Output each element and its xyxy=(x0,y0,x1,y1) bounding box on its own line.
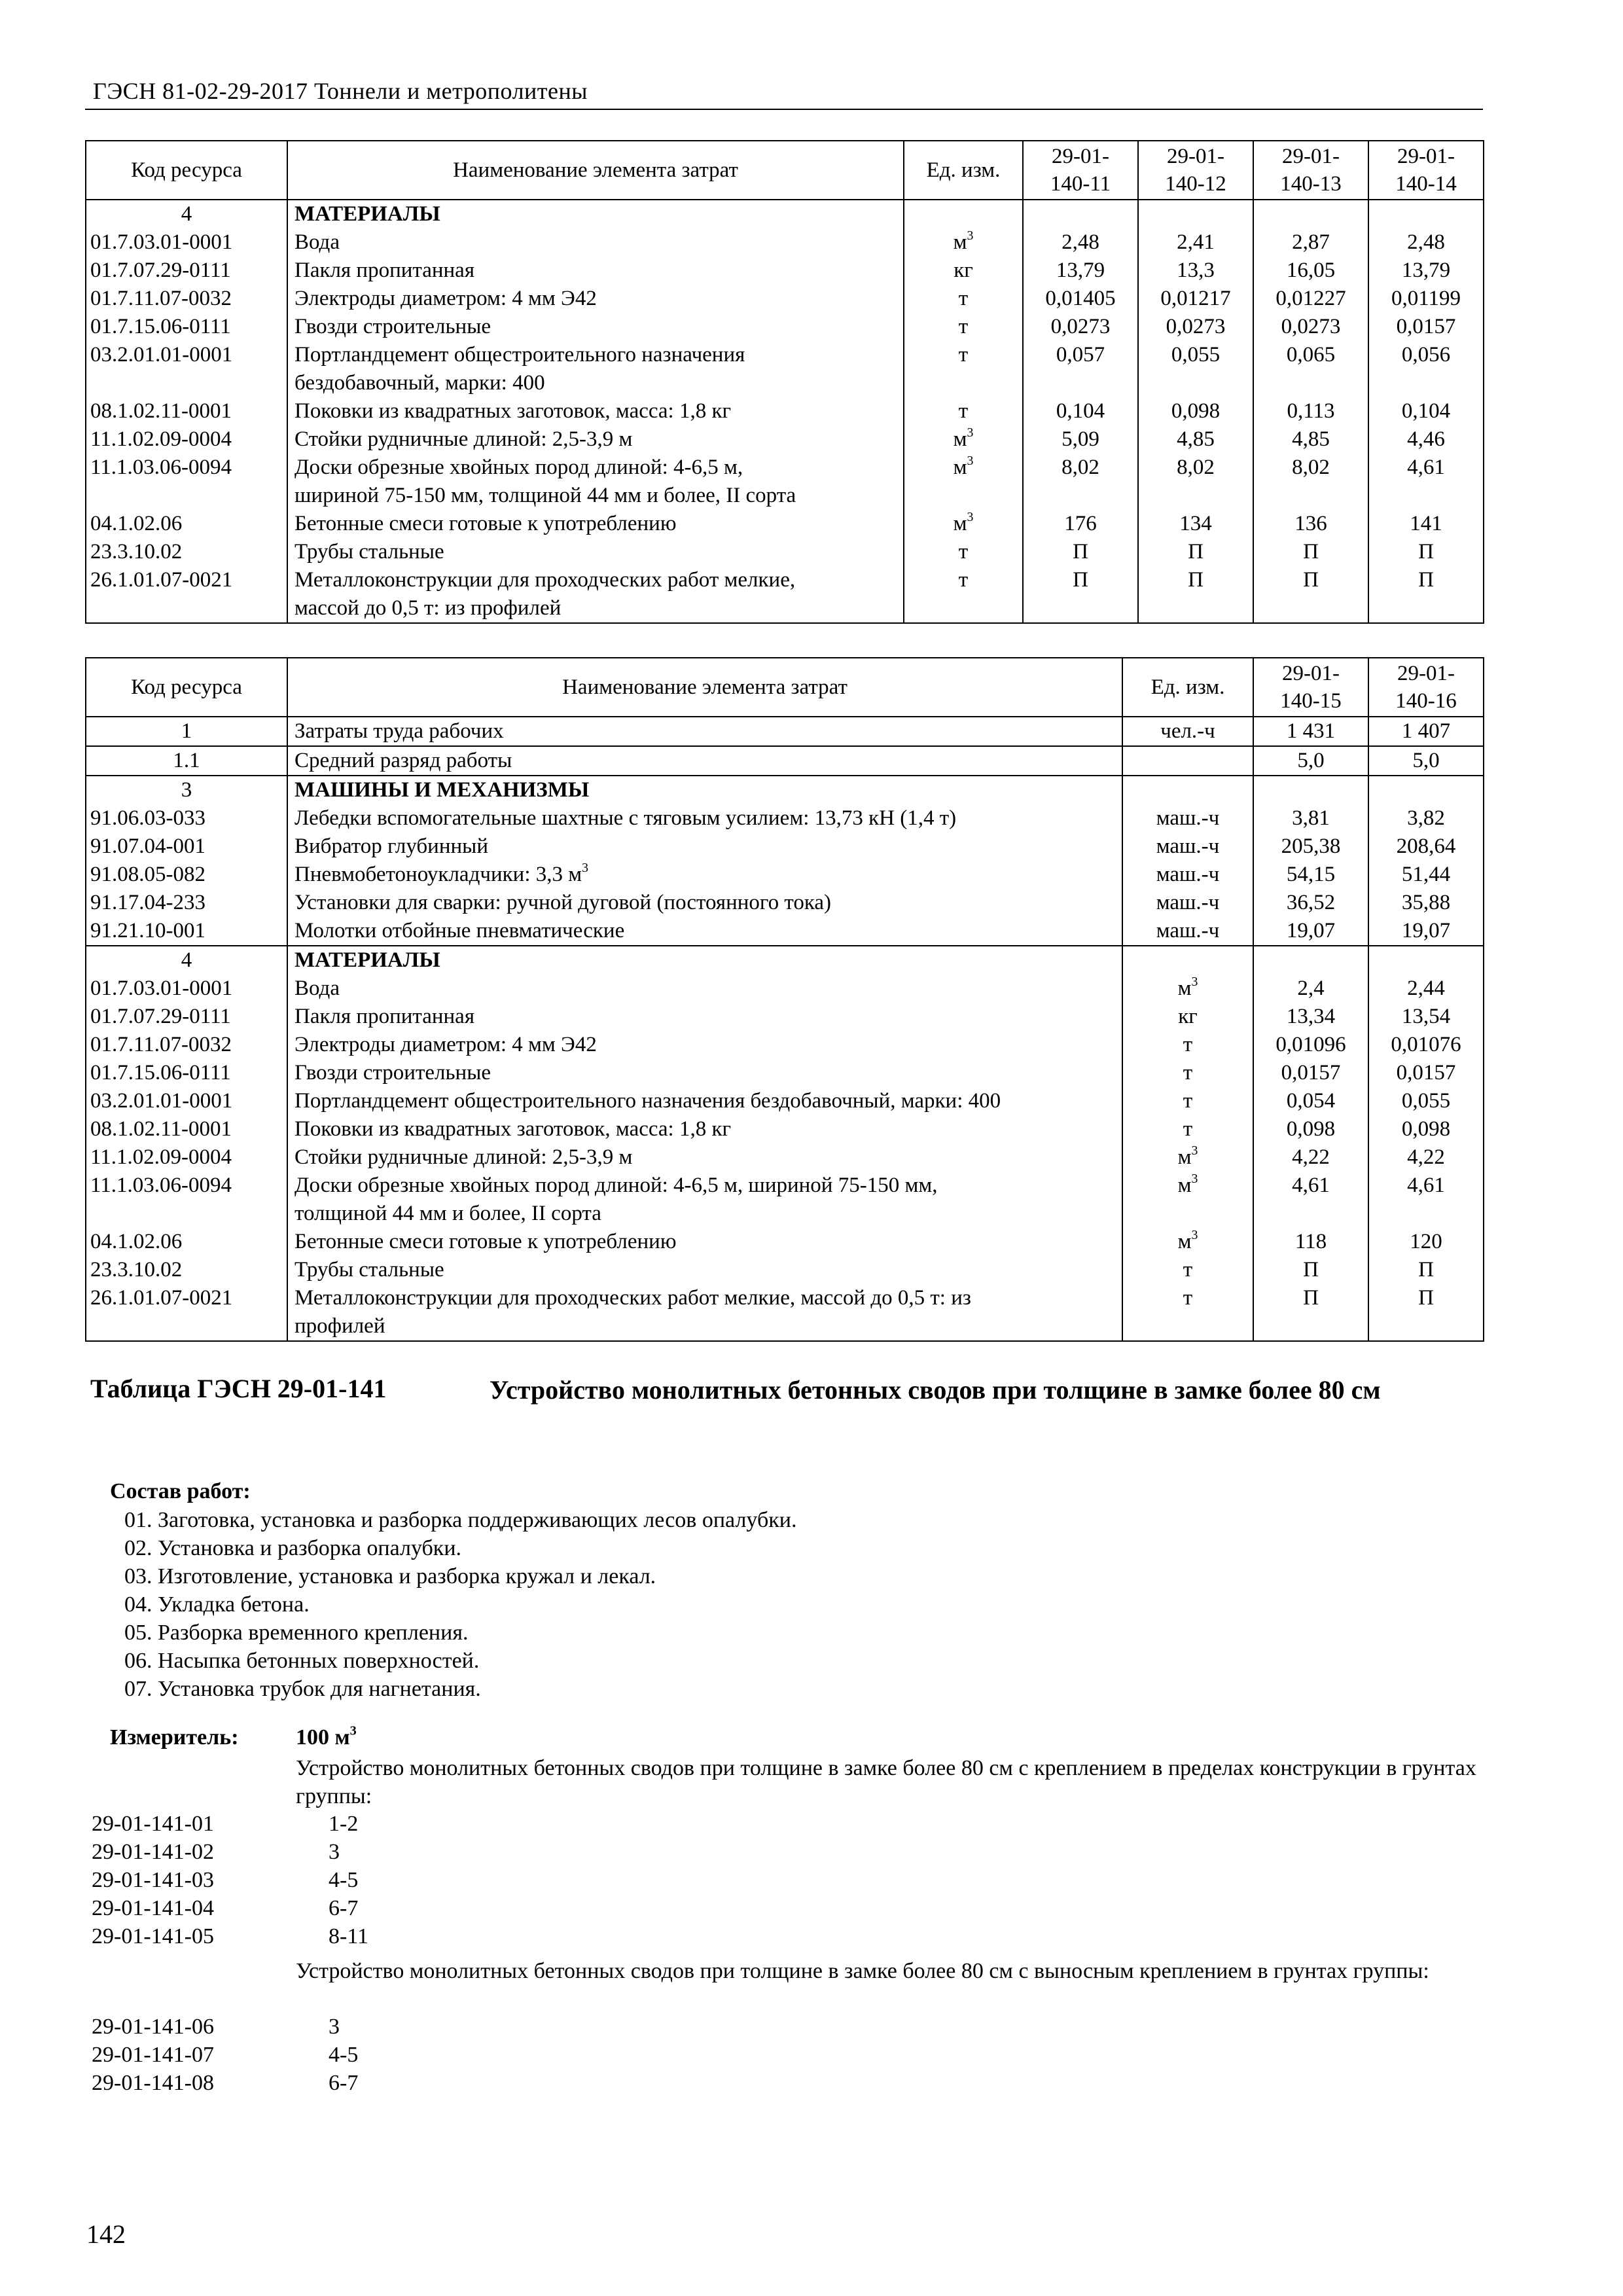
name-cell: Металлоконструкции для проходческих работ мелкие, массой до 0,5 т: из профилей xyxy=(287,566,904,623)
value-cell: 0,0157 xyxy=(1368,1059,1484,1087)
header-name: Наименование элемента затрат xyxy=(287,658,1122,717)
code-cell: 01.7.15.06-0111 xyxy=(86,1059,287,1087)
unit-cell: т xyxy=(904,285,1023,313)
table-row xyxy=(86,746,1484,776)
code-cell: 91.21.10-001 xyxy=(86,917,287,946)
resource-code: 29-01-141-02 xyxy=(92,1840,214,1864)
unit-cell: маш.-ч xyxy=(1122,889,1253,917)
table-row xyxy=(86,285,1484,313)
soil-group: 6-7 xyxy=(329,1896,359,1920)
table-row xyxy=(86,1256,1484,1284)
code-cell: 01.7.11.07-0032 xyxy=(86,285,287,313)
code-cell: 01.7.07.29-0111 xyxy=(86,1003,287,1031)
table-row xyxy=(86,566,1484,623)
unit-sup: 3 xyxy=(967,510,974,525)
value-cell: П xyxy=(1138,538,1253,566)
code-cell: 01.7.03.01-0001 xyxy=(86,228,287,257)
unit-cell: кг xyxy=(904,257,1023,285)
unit-cell: чел.-ч xyxy=(1122,717,1253,746)
code-cell: 03.2.01.01-0001 xyxy=(86,1087,287,1115)
table-header-row xyxy=(86,141,1484,200)
header-col: 29-01- 140-14 xyxy=(1368,141,1484,200)
unit-sup: 3 xyxy=(1191,1228,1198,1243)
unit-cell: $м^3$ xyxy=(904,510,1023,538)
name-cell: Пневмобетоноукладчики: 3,3 $м^3$ xyxy=(287,861,1122,889)
code-cell: 91.08.05-082 xyxy=(86,861,287,889)
value-cell: 120 xyxy=(1368,1228,1484,1256)
unit-cell: $м^3$ xyxy=(904,425,1023,454)
unit-sup: 3 xyxy=(967,454,974,469)
section-code: 4 xyxy=(86,200,287,228)
value-cell: 4,22 xyxy=(1368,1143,1484,1172)
unit-cell: т xyxy=(904,313,1023,341)
value-cell: 0,01096 xyxy=(1253,1031,1368,1059)
value-cell: 5,0 xyxy=(1368,746,1484,776)
section-row xyxy=(86,200,1484,228)
table-row xyxy=(86,917,1484,946)
empty-cell xyxy=(1253,200,1368,228)
value-cell: 4,46 xyxy=(1368,425,1484,454)
header-code: Код ресурса xyxy=(86,141,287,200)
name-cell: Пакля пропитанная xyxy=(287,1003,1122,1031)
name-sup: 3 xyxy=(582,861,589,876)
name-cell: Бетонные смеси готовые к употреблению xyxy=(287,1228,1122,1256)
name-cell: Вибратор глубинный xyxy=(287,833,1122,861)
section-row xyxy=(86,946,1484,975)
value-cell: П xyxy=(1368,1256,1484,1284)
unit-cell: т xyxy=(1122,1031,1253,1059)
name-cell: Гвозди строительные xyxy=(287,1059,1122,1087)
name-cell: Гвозди строительные xyxy=(287,313,904,341)
value-cell: П xyxy=(1368,1284,1484,1341)
table-row xyxy=(86,889,1484,917)
value-cell: 0,0157 xyxy=(1368,313,1484,341)
name-cell: Доски обрезные хвойных пород длиной: 4-6,5 м, шириной 75-150 мм, толщиной 44 мм и более, II сорта xyxy=(287,1172,1122,1228)
value-cell: 4,22 xyxy=(1253,1143,1368,1172)
header-rule xyxy=(85,109,1483,110)
code-cell: 23.3.10.02 xyxy=(86,538,287,566)
unit-cell: т xyxy=(1122,1115,1253,1143)
value-cell: 0,01199 xyxy=(1368,285,1484,313)
soil-group: 3 xyxy=(329,1840,340,1864)
name-cell: Вода xyxy=(287,228,904,257)
code-cell: 91.06.03-033 xyxy=(86,804,287,833)
value-cell: 4,85 xyxy=(1138,425,1253,454)
soil-group: 4-5 xyxy=(329,1868,359,1892)
table-row xyxy=(86,1143,1484,1172)
measure-unit-text: 100 м xyxy=(296,1725,350,1749)
value-cell: 0,098 xyxy=(1368,1115,1484,1143)
code-cell: 11.1.03.06-0094 xyxy=(86,454,287,510)
unit-cell: т xyxy=(1122,1059,1253,1087)
value-cell: 0,057 xyxy=(1023,341,1138,397)
measure-unit xyxy=(296,1725,357,1750)
value-cell: 0,0273 xyxy=(1253,313,1368,341)
resource-table-140-15-16 xyxy=(85,657,1484,1342)
section-name: МАТЕРИАЛЫ xyxy=(287,200,904,228)
unit-cell: $м^3$ xyxy=(1122,975,1253,1003)
value-cell: 0,01405 xyxy=(1023,285,1138,313)
value-cell: 0,01076 xyxy=(1368,1031,1484,1059)
value-cell: 1 431 xyxy=(1253,717,1368,746)
section-name: МАШИНЫ И МЕХАНИЗМЫ xyxy=(287,776,1122,804)
resource-code: 29-01-141-06 xyxy=(92,2015,214,2039)
name-cell: Электроды диаметром: 4 мм Э42 xyxy=(287,1031,1122,1059)
unit-cell: $м^3$ xyxy=(904,454,1023,510)
name-cell: Лебедки вспомогательные шахтные с тяговым усилием: 13,73 кН (1,4 т) xyxy=(287,804,1122,833)
table-row xyxy=(86,833,1484,861)
table-title-text: Устройство монолитных бетонных сводов при толщине в замке более 80 см xyxy=(490,1375,1381,1405)
empty-cell xyxy=(1138,200,1253,228)
code-cell: 03.2.01.01-0001 xyxy=(86,341,287,397)
code-cell: 26.1.01.07-0021 xyxy=(86,1284,287,1341)
value-cell: П xyxy=(1253,1256,1368,1284)
header-unit: Ед. изм. xyxy=(904,141,1023,200)
value-cell: П xyxy=(1023,538,1138,566)
code-cell: 26.1.01.07-0021 xyxy=(86,566,287,623)
empty-cell xyxy=(1368,776,1484,804)
table-row xyxy=(86,1087,1484,1115)
value-cell: 0,0273 xyxy=(1023,313,1138,341)
value-cell: 0,104 xyxy=(1023,397,1138,425)
running-header: ГЭСН 81-02-29-2017 Тоннели и метрополитены xyxy=(93,78,588,104)
empty-cell xyxy=(1122,946,1253,975)
value-cell: 13,79 xyxy=(1023,257,1138,285)
unit-cell: $м^3$ xyxy=(1122,1228,1253,1256)
value-cell: 5,0 xyxy=(1253,746,1368,776)
header-unit: Ед. изм. xyxy=(1122,658,1253,717)
value-cell: 36,52 xyxy=(1253,889,1368,917)
value-cell: 13,34 xyxy=(1253,1003,1368,1031)
value-cell: 8,02 xyxy=(1253,454,1368,510)
code-cell: 1 xyxy=(86,717,287,746)
value-cell: 2,4 xyxy=(1253,975,1368,1003)
table-row xyxy=(86,1059,1484,1087)
value-cell: 3,82 xyxy=(1368,804,1484,833)
table-row xyxy=(86,1003,1484,1031)
value-cell: 0,098 xyxy=(1138,397,1253,425)
value-cell: П xyxy=(1253,538,1368,566)
value-cell: П xyxy=(1368,566,1484,623)
value-cell: П xyxy=(1023,566,1138,623)
value-cell: 205,38 xyxy=(1253,833,1368,861)
work-item: 07. Установка трубок для нагнетания. xyxy=(124,1677,481,1701)
header-col: 29-01- 140-13 xyxy=(1253,141,1368,200)
table-row xyxy=(86,861,1484,889)
value-cell: 136 xyxy=(1253,510,1368,538)
work-item: 05. Разборка временного крепления. xyxy=(124,1621,469,1645)
name-cell: Поковки из квадратных заготовок, масса: 1,8 кг xyxy=(287,397,904,425)
header-code: Код ресурса xyxy=(86,658,287,717)
empty-cell xyxy=(1023,200,1138,228)
work-item: 02. Установка и разборка опалубки. xyxy=(124,1536,462,1560)
work-item: 01. Заготовка, установка и разборка поддерживающих лесов опалубки. xyxy=(124,1508,797,1532)
resource-code: 29-01-141-03 xyxy=(92,1868,214,1892)
code-cell: 01.7.15.06-0111 xyxy=(86,313,287,341)
unit-cell: т xyxy=(904,538,1023,566)
value-cell: 35,88 xyxy=(1368,889,1484,917)
value-cell: 0,01217 xyxy=(1138,285,1253,313)
unit-sup: 3 xyxy=(967,425,974,440)
code-cell: 04.1.02.06 xyxy=(86,1228,287,1256)
value-cell: 19,07 xyxy=(1368,917,1484,946)
name-cell: Затраты труда рабочих xyxy=(287,717,1122,746)
value-cell: П xyxy=(1253,1284,1368,1341)
value-cell: 208,64 xyxy=(1368,833,1484,861)
value-cell: 8,02 xyxy=(1023,454,1138,510)
value-cell: 2,41 xyxy=(1138,228,1253,257)
value-cell: 8,02 xyxy=(1138,454,1253,510)
code-cell: 91.07.04-001 xyxy=(86,833,287,861)
table-row xyxy=(86,717,1484,746)
unit-cell: маш.-ч xyxy=(1122,804,1253,833)
unit-cell: т xyxy=(904,341,1023,397)
resource-table-140-11-14 xyxy=(85,140,1484,624)
resource-code: 29-01-141-04 xyxy=(92,1896,214,1920)
value-cell: 2,48 xyxy=(1368,228,1484,257)
table-row xyxy=(86,425,1484,454)
value-cell: 0,113 xyxy=(1253,397,1368,425)
unit-sup: 3 xyxy=(967,228,974,243)
value-cell: 4,61 xyxy=(1368,454,1484,510)
section-row xyxy=(86,776,1484,804)
value-cell: 5,09 xyxy=(1023,425,1138,454)
header-name: Наименование элемента затрат xyxy=(287,141,904,200)
value-cell: 0,054 xyxy=(1253,1087,1368,1115)
table-header-row xyxy=(86,658,1484,717)
unit-cell: т xyxy=(1122,1087,1253,1115)
value-cell: 0,056 xyxy=(1368,341,1484,397)
name-cell: Трубы стальные xyxy=(287,538,904,566)
empty-cell xyxy=(1368,200,1484,228)
measure-unit-sup: 3 xyxy=(349,1723,357,1738)
resource-code: 29-01-141-08 xyxy=(92,2071,214,2095)
code-cell: 04.1.02.06 xyxy=(86,510,287,538)
work-item: 03. Изготовление, установка и разборка кружал и лекал. xyxy=(124,1564,656,1588)
empty-cell xyxy=(1253,776,1368,804)
value-cell: П xyxy=(1138,566,1253,623)
soil-group: 6-7 xyxy=(329,2071,359,2095)
unit-cell xyxy=(1122,746,1253,776)
code-cell: 11.1.02.09-0004 xyxy=(86,425,287,454)
soil-group: 4-5 xyxy=(329,2043,359,2067)
value-cell: 2,44 xyxy=(1368,975,1484,1003)
code-cell: 1.1 xyxy=(86,746,287,776)
unit-cell: $м^3$ xyxy=(1122,1172,1253,1228)
code-cell: 01.7.03.01-0001 xyxy=(86,975,287,1003)
value-cell: 0,0157 xyxy=(1253,1059,1368,1087)
table-row xyxy=(86,341,1484,397)
value-cell: 0,104 xyxy=(1368,397,1484,425)
value-cell: 13,54 xyxy=(1368,1003,1484,1031)
value-cell: 1 407 xyxy=(1368,717,1484,746)
measure-description-2: Устройство монолитных бетонных сводов при толщине в замке более 80 см с выносным креплением в грунтах группы: xyxy=(296,1959,1429,1983)
resource-code: 29-01-141-01 xyxy=(92,1812,214,1836)
code-cell: 11.1.02.09-0004 xyxy=(86,1143,287,1172)
name-cell: Поковки из квадратных заготовок, масса: 1,8 кг xyxy=(287,1115,1122,1143)
resource-code: 29-01-141-07 xyxy=(92,2043,214,2067)
soil-group: 3 xyxy=(329,2015,340,2039)
empty-cell xyxy=(1122,776,1253,804)
code-cell: 11.1.03.06-0094 xyxy=(86,1172,287,1228)
value-cell: 0,01227 xyxy=(1253,285,1368,313)
code-cell: 01.7.07.29-0111 xyxy=(86,257,287,285)
unit-cell: т xyxy=(1122,1256,1253,1284)
unit-cell: кг xyxy=(1122,1003,1253,1031)
table-row xyxy=(86,538,1484,566)
header-col: 29-01- 140-11 xyxy=(1023,141,1138,200)
name-cell: Стойки рудничные длиной: 2,5-3,9 м xyxy=(287,1143,1122,1172)
empty-cell xyxy=(904,200,1023,228)
unit-cell: $м^3$ xyxy=(904,228,1023,257)
code-cell: 91.17.04-233 xyxy=(86,889,287,917)
work-item: 04. Укладка бетона. xyxy=(124,1592,310,1617)
works-heading: Состав работ: xyxy=(110,1479,251,1503)
code-cell: 08.1.02.11-0001 xyxy=(86,1115,287,1143)
section-name: МАТЕРИАЛЫ xyxy=(287,946,1122,975)
header-col: 29-01- 140-15 xyxy=(1253,658,1368,717)
unit-cell: т xyxy=(1122,1284,1253,1341)
value-cell: 134 xyxy=(1138,510,1253,538)
value-cell: 51,44 xyxy=(1368,861,1484,889)
value-cell: 2,87 xyxy=(1253,228,1368,257)
empty-cell xyxy=(1253,946,1368,975)
measure-label: Измеритель: xyxy=(110,1725,239,1749)
work-item: 06. Насыпка бетонных поверхностей. xyxy=(124,1649,480,1673)
section-code: 3 xyxy=(86,776,287,804)
value-cell: 16,05 xyxy=(1253,257,1368,285)
table-row xyxy=(86,454,1484,510)
name-cell: Пакля пропитанная xyxy=(287,257,904,285)
name-cell: Металлоконструкции для проходческих работ мелкие, массой до 0,5 т: из профилей xyxy=(287,1284,1122,1341)
unit-cell: маш.-ч xyxy=(1122,917,1253,946)
value-cell: 19,07 xyxy=(1253,917,1368,946)
table-row xyxy=(86,257,1484,285)
name-cell: Портландцемент общестроительного назначения бездобавочный, марки: 400 xyxy=(287,1087,1122,1115)
table-row xyxy=(86,1115,1484,1143)
page-number: 142 xyxy=(86,2219,126,2249)
table-row xyxy=(86,228,1484,257)
value-cell: 4,61 xyxy=(1368,1172,1484,1228)
unit-cell: т xyxy=(904,566,1023,623)
value-cell: 2,48 xyxy=(1023,228,1138,257)
name-cell: Молотки отбойные пневматические xyxy=(287,917,1122,946)
table-title-label: Таблица ГЭСН 29-01-141 xyxy=(90,1374,387,1403)
name-cell: Установки для сварки: ручной дуговой (постоянного тока) xyxy=(287,889,1122,917)
header-col: 29-01- 140-12 xyxy=(1138,141,1253,200)
table-row xyxy=(86,1031,1484,1059)
name-cell: Вода xyxy=(287,975,1122,1003)
value-cell: 0,055 xyxy=(1138,341,1253,397)
unit-sup: 3 xyxy=(1191,1172,1198,1187)
name-cell: Доски обрезные хвойных пород длиной: 4-6,5 м, шириной 75-150 мм, толщиной 44 мм и более, II сорта xyxy=(287,454,904,510)
value-cell: 4,61 xyxy=(1253,1172,1368,1228)
unit-cell: маш.-ч xyxy=(1122,833,1253,861)
table-row xyxy=(86,1228,1484,1256)
value-cell: 141 xyxy=(1368,510,1484,538)
value-cell: 0,098 xyxy=(1253,1115,1368,1143)
table-row xyxy=(86,975,1484,1003)
code-cell: 23.3.10.02 xyxy=(86,1256,287,1284)
header-col: 29-01- 140-16 xyxy=(1368,658,1484,717)
empty-cell xyxy=(1368,946,1484,975)
unit-cell: $м^3$ xyxy=(1122,1143,1253,1172)
measure-description-1: Устройство монолитных бетонных сводов при толщине в замке более 80 см с креплением в пределах конструкции в грунтах группы: xyxy=(296,1756,1476,1808)
code-cell: 01.7.11.07-0032 xyxy=(86,1031,287,1059)
table-row xyxy=(86,804,1484,833)
value-cell: 4,85 xyxy=(1253,425,1368,454)
name-cell: Портландцемент общестроительного назначения бездобавочный, марки: 400 xyxy=(287,341,904,397)
value-cell: 13,3 xyxy=(1138,257,1253,285)
table-row xyxy=(86,510,1484,538)
value-cell: 0,065 xyxy=(1253,341,1368,397)
code-cell: 08.1.02.11-0001 xyxy=(86,397,287,425)
unit-sup: 3 xyxy=(1191,975,1198,990)
value-cell: 118 xyxy=(1253,1228,1368,1256)
value-cell: 13,79 xyxy=(1368,257,1484,285)
table-row xyxy=(86,1284,1484,1341)
table-row xyxy=(86,1172,1484,1228)
value-cell: 0,055 xyxy=(1368,1087,1484,1115)
value-cell: 176 xyxy=(1023,510,1138,538)
unit-cell: т xyxy=(904,397,1023,425)
resource-code: 29-01-141-05 xyxy=(92,1924,214,1948)
name-cell: Трубы стальные xyxy=(287,1256,1122,1284)
name-cell: Средний разряд работы xyxy=(287,746,1122,776)
name-cell: Электроды диаметром: 4 мм Э42 xyxy=(287,285,904,313)
soil-group: 8-11 xyxy=(329,1924,369,1948)
section-code: 4 xyxy=(86,946,287,975)
name-cell: Бетонные смеси готовые к употреблению xyxy=(287,510,904,538)
unit-cell: маш.-ч xyxy=(1122,861,1253,889)
value-cell: 54,15 xyxy=(1253,861,1368,889)
value-cell: 0,0273 xyxy=(1138,313,1253,341)
name-cell: Стойки рудничные длиной: 2,5-3,9 м xyxy=(287,425,904,454)
unit-sup: 3 xyxy=(1191,1143,1198,1158)
value-cell: П xyxy=(1368,538,1484,566)
table-row xyxy=(86,397,1484,425)
value-cell: 3,81 xyxy=(1253,804,1368,833)
soil-group: 1-2 xyxy=(329,1812,359,1836)
table-row xyxy=(86,313,1484,341)
value-cell: П xyxy=(1253,566,1368,623)
